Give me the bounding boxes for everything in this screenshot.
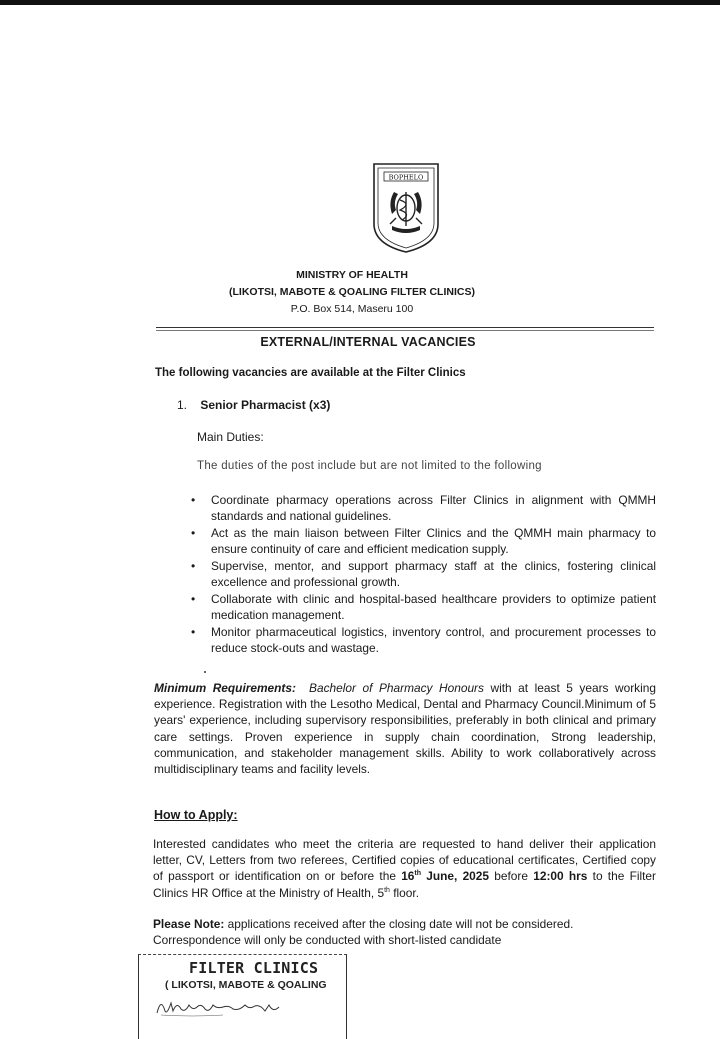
bullet-icon: •: [191, 493, 196, 507]
stamp-subtitle: ( LIKOTSI, MABOTE & QOALING: [165, 979, 327, 991]
stamp-title: FILTER CLINICS: [189, 959, 319, 977]
post-number: 1.: [177, 398, 188, 412]
clinics-name: (LIKOTSI, MABOTE & QOALING FILTER CLINICS): [229, 286, 475, 298]
note-text: applications received after the closing date will not be considered. Correspondence will only be conducted with short-listed candidate: [153, 917, 574, 948]
bullet-icon: •: [191, 526, 196, 540]
requirements-text: with at least 5 years working experience. Registration with the Lesotho Medical, Dental and Pharmacy Council.Minimum of 5 years' experience, including supervisory responsibilities, preferably in both clinical and primary care settings. Proven experience in supply chain coordination, Strong leadership, communication, and stakeholder management skills. Ability to work collaboratively across multidisciplinary teams and facility levels.: [154, 681, 656, 777]
requirements-label: Minimum Requirements:: [154, 681, 296, 695]
bullet-icon: •: [191, 592, 196, 606]
minimum-requirements: [154, 680, 656, 777]
list-item: • Coordinate pharmacy operations across Filter Clinics in alignment with QMMH standards and national guidelines.: [191, 493, 656, 523]
post-heading: [177, 398, 330, 412]
note-label: Please Note:: [153, 917, 225, 931]
ministry-name: MINISTRY OF HEALTH: [296, 269, 408, 281]
top-edge-bar: [0, 0, 720, 5]
duties-list: [186, 492, 656, 657]
please-note: [153, 916, 656, 948]
application-instructions: Interested candidates who meet the criteria are requested to hand deliver their application letter, CV, Letters from two referees, Certified copies of educational certificates, Certified copy of passport or identification on or before the 16th June, 2025 before 12:00 hrs to the Filter Clinics HR Office at the Ministry of Health, 5th floor.: [153, 837, 657, 900]
list-item: • Act as the main liaison between Filter Clinics and the QMMH main pharmacy to ensure continuity of care and efficient medication supply.: [191, 526, 656, 556]
how-to-apply-heading: How to Apply:: [154, 808, 238, 822]
duties-lead-text: The duties of the post include but are not limited to the following: [197, 460, 542, 472]
list-item: • Supervise, mentor, and support pharmacy staff at the clinics, fostering clinical excellence and professional growth.: [191, 559, 656, 589]
header-divider: [156, 327, 654, 328]
vacancies-intro: The following vacancies are available at the Filter Clinics: [155, 367, 466, 379]
list-item: • Monitor pharmaceutical logistics, inventory control, and procurement processes to reduce stock-outs and wastage.: [191, 625, 656, 655]
bullet-icon: •: [191, 559, 196, 573]
signature-icon: [153, 993, 293, 1019]
requirements-degree: Bachelor of Pharmacy Honours: [309, 681, 484, 695]
crest-motto: BOPHELO: [388, 173, 424, 182]
bullet-icon: •: [191, 625, 196, 639]
coat-of-arms-icon: [372, 162, 440, 254]
postal-address: P.O. Box 514, Maseru 100: [290, 303, 414, 315]
list-item: • Collaborate with clinic and hospital-based healthcare providers to optimize patient medication management.: [191, 592, 656, 622]
official-stamp: [138, 954, 347, 1039]
header-divider-secondary: [156, 330, 654, 331]
post-title: Senior Pharmacist (x3): [200, 398, 331, 412]
stray-mark: [204, 671, 206, 673]
vacancies-title: EXTERNAL/INTERNAL VACANCIES: [260, 335, 476, 349]
main-duties-heading: Main Duties:: [197, 430, 264, 444]
